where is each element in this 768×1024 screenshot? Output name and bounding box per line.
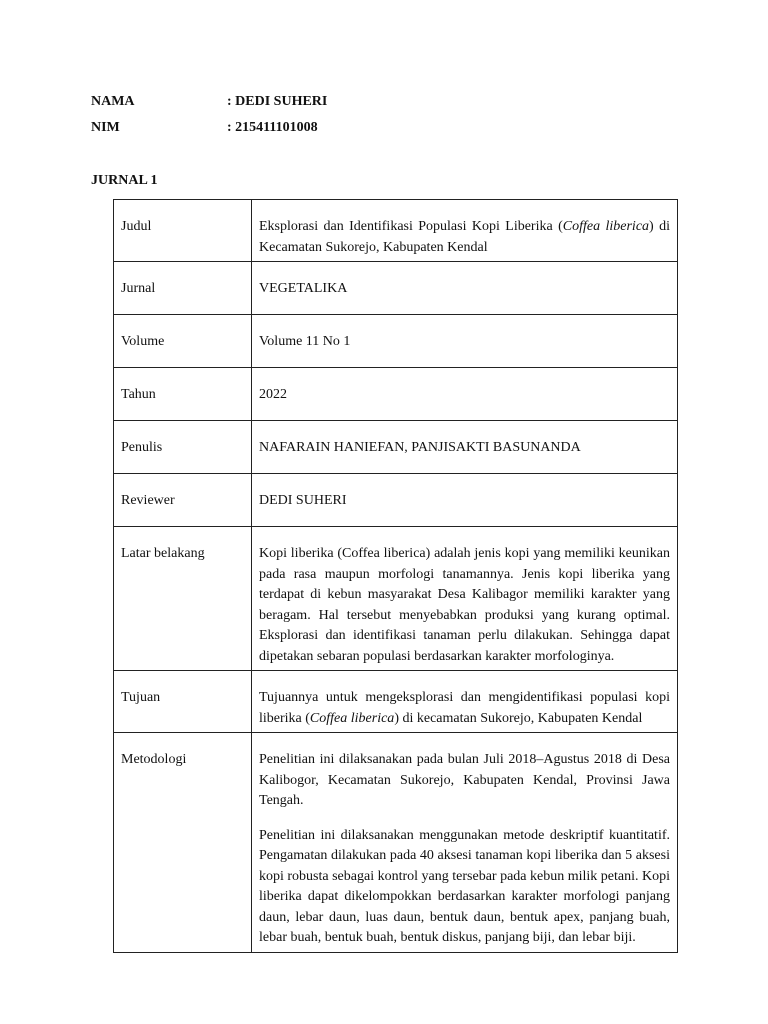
methodology-cell — [252, 733, 678, 953]
journal-authors: NAFARAIN HANIEFAN, PANJISAKTI BASUNANDA — [252, 421, 678, 474]
review-table — [113, 199, 678, 953]
table-row-penulis — [114, 421, 678, 474]
nim-value: : 215411101008 — [227, 120, 318, 135]
objective-text-after: ) di kecamatan Sukorejo, Kabupaten Kendal — [394, 710, 643, 726]
objective-species-italic: Coffea liberica — [309, 710, 395, 726]
table-row-latar-belakang — [114, 527, 678, 671]
title-text-after: ) di Kecamatan Sukorejo, Kabupaten Kendal — [259, 219, 670, 255]
row-label: Metodologi — [114, 733, 252, 953]
nim-label: NIM — [91, 120, 120, 135]
journal-name: VEGETALIKA — [252, 262, 678, 315]
row-label: Judul — [114, 200, 252, 262]
table-row-reviewer — [114, 474, 678, 527]
name-value: : DEDI SUHERI — [227, 94, 328, 109]
methodology-paragraph-2: Penelitian ini dilaksanakan menggunakan metode deskriptif kuantitatif. Pengamatan dilakukan pada 40 aksesi tanaman kopi liberika dan 5 aksesi kopi robusta sebagai kontrol yang tersebar pada kebun milik petani. Kopi liberika dapat dikelompokkan berdasarkan karakter morfologi panjang daun, lebar daun, luas daun, bentuk daun, bentuk apex, panjang buah, lebar buah, bentuk buah, bentuk diskus, panjang biji, dan lebar biji. — [259, 827, 670, 945]
objective-text — [252, 671, 678, 733]
row-label: Latar belakang — [114, 527, 252, 671]
journal-year: 2022 — [252, 368, 678, 421]
nim-row — [91, 119, 327, 145]
section-title: JURNAL 1 — [91, 173, 158, 188]
student-header — [91, 93, 327, 145]
reviewer-name: DEDI SUHERI — [252, 474, 678, 527]
table-row-metodologi — [114, 733, 678, 953]
objective-text-before: Tujuannya untuk mengeksplorasi dan mengidentifikasi populasi kopi liberika ( — [259, 690, 670, 726]
table-row-volume — [114, 315, 678, 368]
row-label: Penulis — [114, 421, 252, 474]
row-label: Tujuan — [114, 671, 252, 733]
table-row-tujuan — [114, 671, 678, 733]
name-label: NAMA — [91, 94, 135, 109]
background-text: Kopi liberika (Coffea liberica) adalah jenis kopi yang memiliki keunikan pada rasa maupun morfologi tanamannya. Jenis kopi liberika yang terdapat di kebun masyarakat Desa Kalibagor memiliki karakter yang beragam. Hal tersebut menyebabkan produksi yang kurang optimal. Eksplorasi dan identifikasi tanaman perlu dilakukan. Sehingga dapat dipetakan sebaran populasi berdasarkan karakter morfologinya. — [252, 527, 678, 671]
name-row — [91, 93, 327, 119]
row-label: Jurnal — [114, 262, 252, 315]
title-text-before: Eksplorasi dan Identifikasi Populasi Kopi Liberika ( — [259, 219, 563, 234]
journal-title — [252, 200, 678, 262]
methodology-paragraph-1: Penelitian ini dilaksanakan pada bulan Juli 2018–Agustus 2018 di Desa Kalibogor, Kecamatan Sukorejo, Kabupaten Kendal, Provinsi Jawa Tengah. — [259, 752, 670, 808]
row-label: Volume — [114, 315, 252, 368]
row-label: Reviewer — [114, 474, 252, 527]
row-label: Tahun — [114, 368, 252, 421]
journal-volume: Volume 11 No 1 — [252, 315, 678, 368]
table-row-judul — [114, 200, 678, 262]
table-row-jurnal — [114, 262, 678, 315]
table-row-tahun — [114, 368, 678, 421]
title-species-italic: Coffea liberica — [562, 219, 650, 234]
